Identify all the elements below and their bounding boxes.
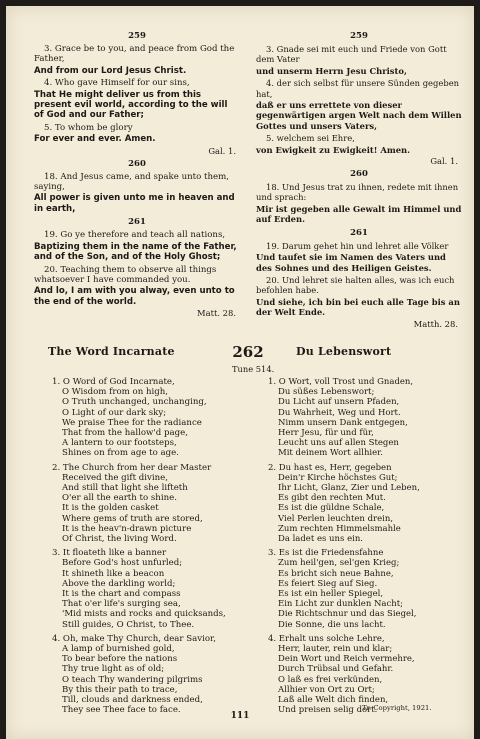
stanza-line: Und preisen selig dort. xyxy=(278,705,378,716)
verse: 4. der sich selbst für unsere Sünden gegeben hat, xyxy=(256,78,460,99)
hymn-number: 262 xyxy=(232,343,264,361)
stanza-line: Received the gift divine, xyxy=(62,472,169,483)
stanza-line: To bear before the nations xyxy=(62,654,178,665)
verse: 18. And Jesus came, and spake unto them, saying, xyxy=(34,171,229,193)
copyright-note: Tr. Copyright, 1921. xyxy=(362,704,432,712)
verse: 3. Grace be to you, and peace from God the Father, xyxy=(34,44,235,65)
stanza-line: Die Richtschnur und das Siegel, xyxy=(278,609,417,620)
stanza-line: Nimm unsern Dank entgegen, xyxy=(278,417,408,428)
reading-number: 259 xyxy=(350,31,368,41)
reading-number: 259 xyxy=(128,31,146,41)
stanza-line: 4. Oh, make Thy Church, dear Savior, xyxy=(52,633,216,644)
reading-number: 261 xyxy=(350,227,368,238)
stanza xyxy=(52,634,248,716)
stanza-line: Ihr Licht, Glanz, Zier und Leben, xyxy=(278,483,420,494)
stanza-line: Till, clouds and darkness ended, xyxy=(62,695,203,706)
verse: 20. Teaching them to observe all things whatsoever I have commanded you. xyxy=(34,264,217,285)
stanza-line: 'Mid mists and rocks and quicksands, xyxy=(62,609,226,620)
verse: 5. To whom be glory xyxy=(44,122,133,133)
response: For ever and ever. Amen. xyxy=(34,134,156,145)
stanza-line: Es feiert Sieg auf Sieg. xyxy=(278,578,378,589)
stanza-line: Es bricht sich neue Bahne, xyxy=(278,568,394,579)
stanza-line: Above the darkling world; xyxy=(62,578,176,589)
stanza-line: Still guides, O Christ, to Thee. xyxy=(62,619,195,630)
response: Und taufet sie im Namen des Vaters und des Sohnes und des Heiligen Geistes. xyxy=(256,252,446,273)
stanza-line: 1. O Word of God Incarnate, xyxy=(52,377,175,387)
stanza-line: Du Licht auf unsern Pfaden, xyxy=(278,397,400,408)
response: And lo, I am with you alway, even unto to the end of the world. xyxy=(34,286,235,307)
stanza-line: Herr, lauter, rein und klar; xyxy=(278,644,393,655)
stanza-line: Herr Jesu, für und für, xyxy=(278,428,374,439)
stanza-line: Die Sonne, die uns lacht. xyxy=(278,619,386,630)
stanza-line: Allhier von Ort zu Ort; xyxy=(278,684,375,695)
stanza-line: O'er all the earth to shine. xyxy=(62,493,177,504)
hymn-title-english: The Word Incarnate xyxy=(48,345,175,358)
stanza-line: Es ist ein heller Spiegel, xyxy=(278,589,384,600)
stanza-line: 4. Erhalt uns solche Lehre, xyxy=(268,633,385,644)
stanza xyxy=(52,548,248,630)
stanza-line: 1. O Wort, voll Trost und Gnaden, xyxy=(268,377,414,387)
stanza-line: O teach Thy wandering pilgrims xyxy=(62,674,203,685)
stanza-line: We praise Thee for the radiance xyxy=(62,417,202,428)
left-column-responsive-reading xyxy=(34,28,240,318)
reading-number: 260 xyxy=(350,169,368,180)
stanza xyxy=(268,463,464,545)
stanza-line: Shines on from age to age. xyxy=(62,448,179,459)
stanza-line: It is the chart and compass xyxy=(62,589,181,600)
response: und unserm Herrn Jesu Christo, xyxy=(256,65,407,76)
scripture-reference: Matt. 28. xyxy=(197,308,236,319)
verse: 20. Und lehret sie halten alles, was ich euch befohlen habe. xyxy=(256,274,455,296)
verse: 3. Gnade sei mit euch und Friede von Gott dem Vater xyxy=(256,44,447,65)
stanza-line: 3. It floateth like a banner xyxy=(52,548,167,559)
response: von Ewigkeit zu Ewigkeit! Amen. xyxy=(256,144,411,155)
stanza-line: A lamp of burnished gold, xyxy=(62,644,175,655)
stanza-line: By this their path to trace, xyxy=(62,684,178,695)
stanza-line: A lantern to our footsteps, xyxy=(62,438,177,449)
german-stanzas xyxy=(268,377,464,720)
hymn-header xyxy=(34,345,462,361)
stanza-line: Leucht uns auf allen Stegen xyxy=(278,438,399,449)
stanza-line: Dein Wort und Reich vermehre, xyxy=(278,654,415,665)
stanza-line: That from the hallow'd page, xyxy=(62,428,188,439)
verse: 5. welchem sei Ehre, xyxy=(266,133,355,144)
stanza-line: Mit deinem Wort allhier. xyxy=(278,448,384,459)
stanza-line: Zum rechten Himmelsmahle xyxy=(278,523,401,534)
stanza-line: And still that light she lifteth xyxy=(62,483,188,494)
verse: 4. Who gave Himself for our sins, xyxy=(44,78,190,89)
stanza-line: Ein Licht zur dunklen Nacht; xyxy=(278,599,404,610)
stanza-line: They see Thee face to face. xyxy=(62,705,181,716)
verse: 19. Darum gehet hin und lehret alle Völker xyxy=(266,240,449,251)
stanza-line: Zum heil'gen, sel'gen Krieg; xyxy=(278,558,400,569)
stanza-line: O Light of our dark sky; xyxy=(62,407,167,418)
stanza-line: Es ist die güldne Schale, xyxy=(278,503,385,514)
tune-reference: Tune 514. xyxy=(232,364,275,374)
stanza-line: Laß alle Welt dich finden, xyxy=(278,695,389,706)
verse: 18. Und Jesus trat zu ihnen, redete mit ihnen und sprach: xyxy=(256,182,459,203)
response: And from our Lord Jesus Christ. xyxy=(34,65,187,76)
stanza-line: Du süßes Lebenswort; xyxy=(278,387,375,398)
stanza-line: That o'er life's surging sea, xyxy=(62,599,181,610)
verse: 19. Go ye therefore and teach all nations, xyxy=(44,230,226,241)
stanza-line: O Truth unchanged, unchanging, xyxy=(62,397,207,408)
stanza-line: 2. The Church from her dear Master xyxy=(52,462,212,473)
right-column-responsive-reading xyxy=(256,28,462,329)
stanza-line: 2. Du hast es, Herr, gegeben xyxy=(268,462,392,473)
response: That He might deliver us from this present evil world, according to the will of God and our Father; xyxy=(34,89,228,121)
stanza-line: O Wisdom from on high, xyxy=(62,387,169,398)
stanza xyxy=(52,463,248,545)
stanza-line: Viel Perlen leuchten drein, xyxy=(278,513,394,524)
stanza-line: Of Christ, the living Word. xyxy=(62,534,177,545)
stanza xyxy=(268,377,464,459)
response: All power is given unto me in heaven and in earth, xyxy=(34,193,235,214)
response: Mir ist gegeben alle Gewalt im Himmel und auf Erden. xyxy=(256,203,462,225)
stanza-line: It shineth like a beacon xyxy=(62,568,165,579)
response: Baptizing them in the name of the Father, and of the Son, and of the Holy Ghost; xyxy=(34,241,237,263)
scripture-reference: Gal. 1. xyxy=(430,156,458,167)
stanza-line: It is the golden casket xyxy=(62,503,159,514)
stanza-line: Du Wahrheit, Weg und Hort. xyxy=(278,407,401,418)
stanza-line: 3. Es ist die Friedensfahne xyxy=(268,548,384,559)
page-number: 111 xyxy=(230,711,250,721)
stanza-line: Es gibt den rechten Mut. xyxy=(278,493,386,504)
stanza xyxy=(268,548,464,630)
stanza-line: Before God's host unfurled; xyxy=(62,558,183,569)
stanza-line: Dein'r Kirche höchstes Gut; xyxy=(278,472,398,483)
stanza-line: Thy true light as of old; xyxy=(62,664,165,675)
stanza-line: Where gems of truth are stored, xyxy=(62,513,203,524)
reading-number: 261 xyxy=(128,217,146,228)
stanza-line: It is the heav'n-drawn picture xyxy=(62,523,192,534)
hymn-title-german: Du Lebenswort xyxy=(296,345,392,358)
english-stanzas xyxy=(52,377,248,720)
stanza-line: Da ladet es uns ein. xyxy=(278,534,363,545)
scripture-reference: Matth. 28. xyxy=(413,318,458,329)
stanza xyxy=(52,377,248,459)
stanza-line: O laß es frei verkünden, xyxy=(278,674,383,685)
hymnal-page xyxy=(6,6,474,739)
response: daß er uns errettete von dieser gegenwärtigen argen Welt nach dem Willen Gottes und unsers Vaters, xyxy=(256,100,462,131)
scripture-reference: Gal. 1. xyxy=(208,145,236,156)
reading-number: 260 xyxy=(128,158,146,169)
stanza-line: Durch Trübsal und Gefahr. xyxy=(278,664,394,675)
response: Und siehe, ich bin bei euch alle Tage bis an der Welt Ende. xyxy=(256,296,460,318)
